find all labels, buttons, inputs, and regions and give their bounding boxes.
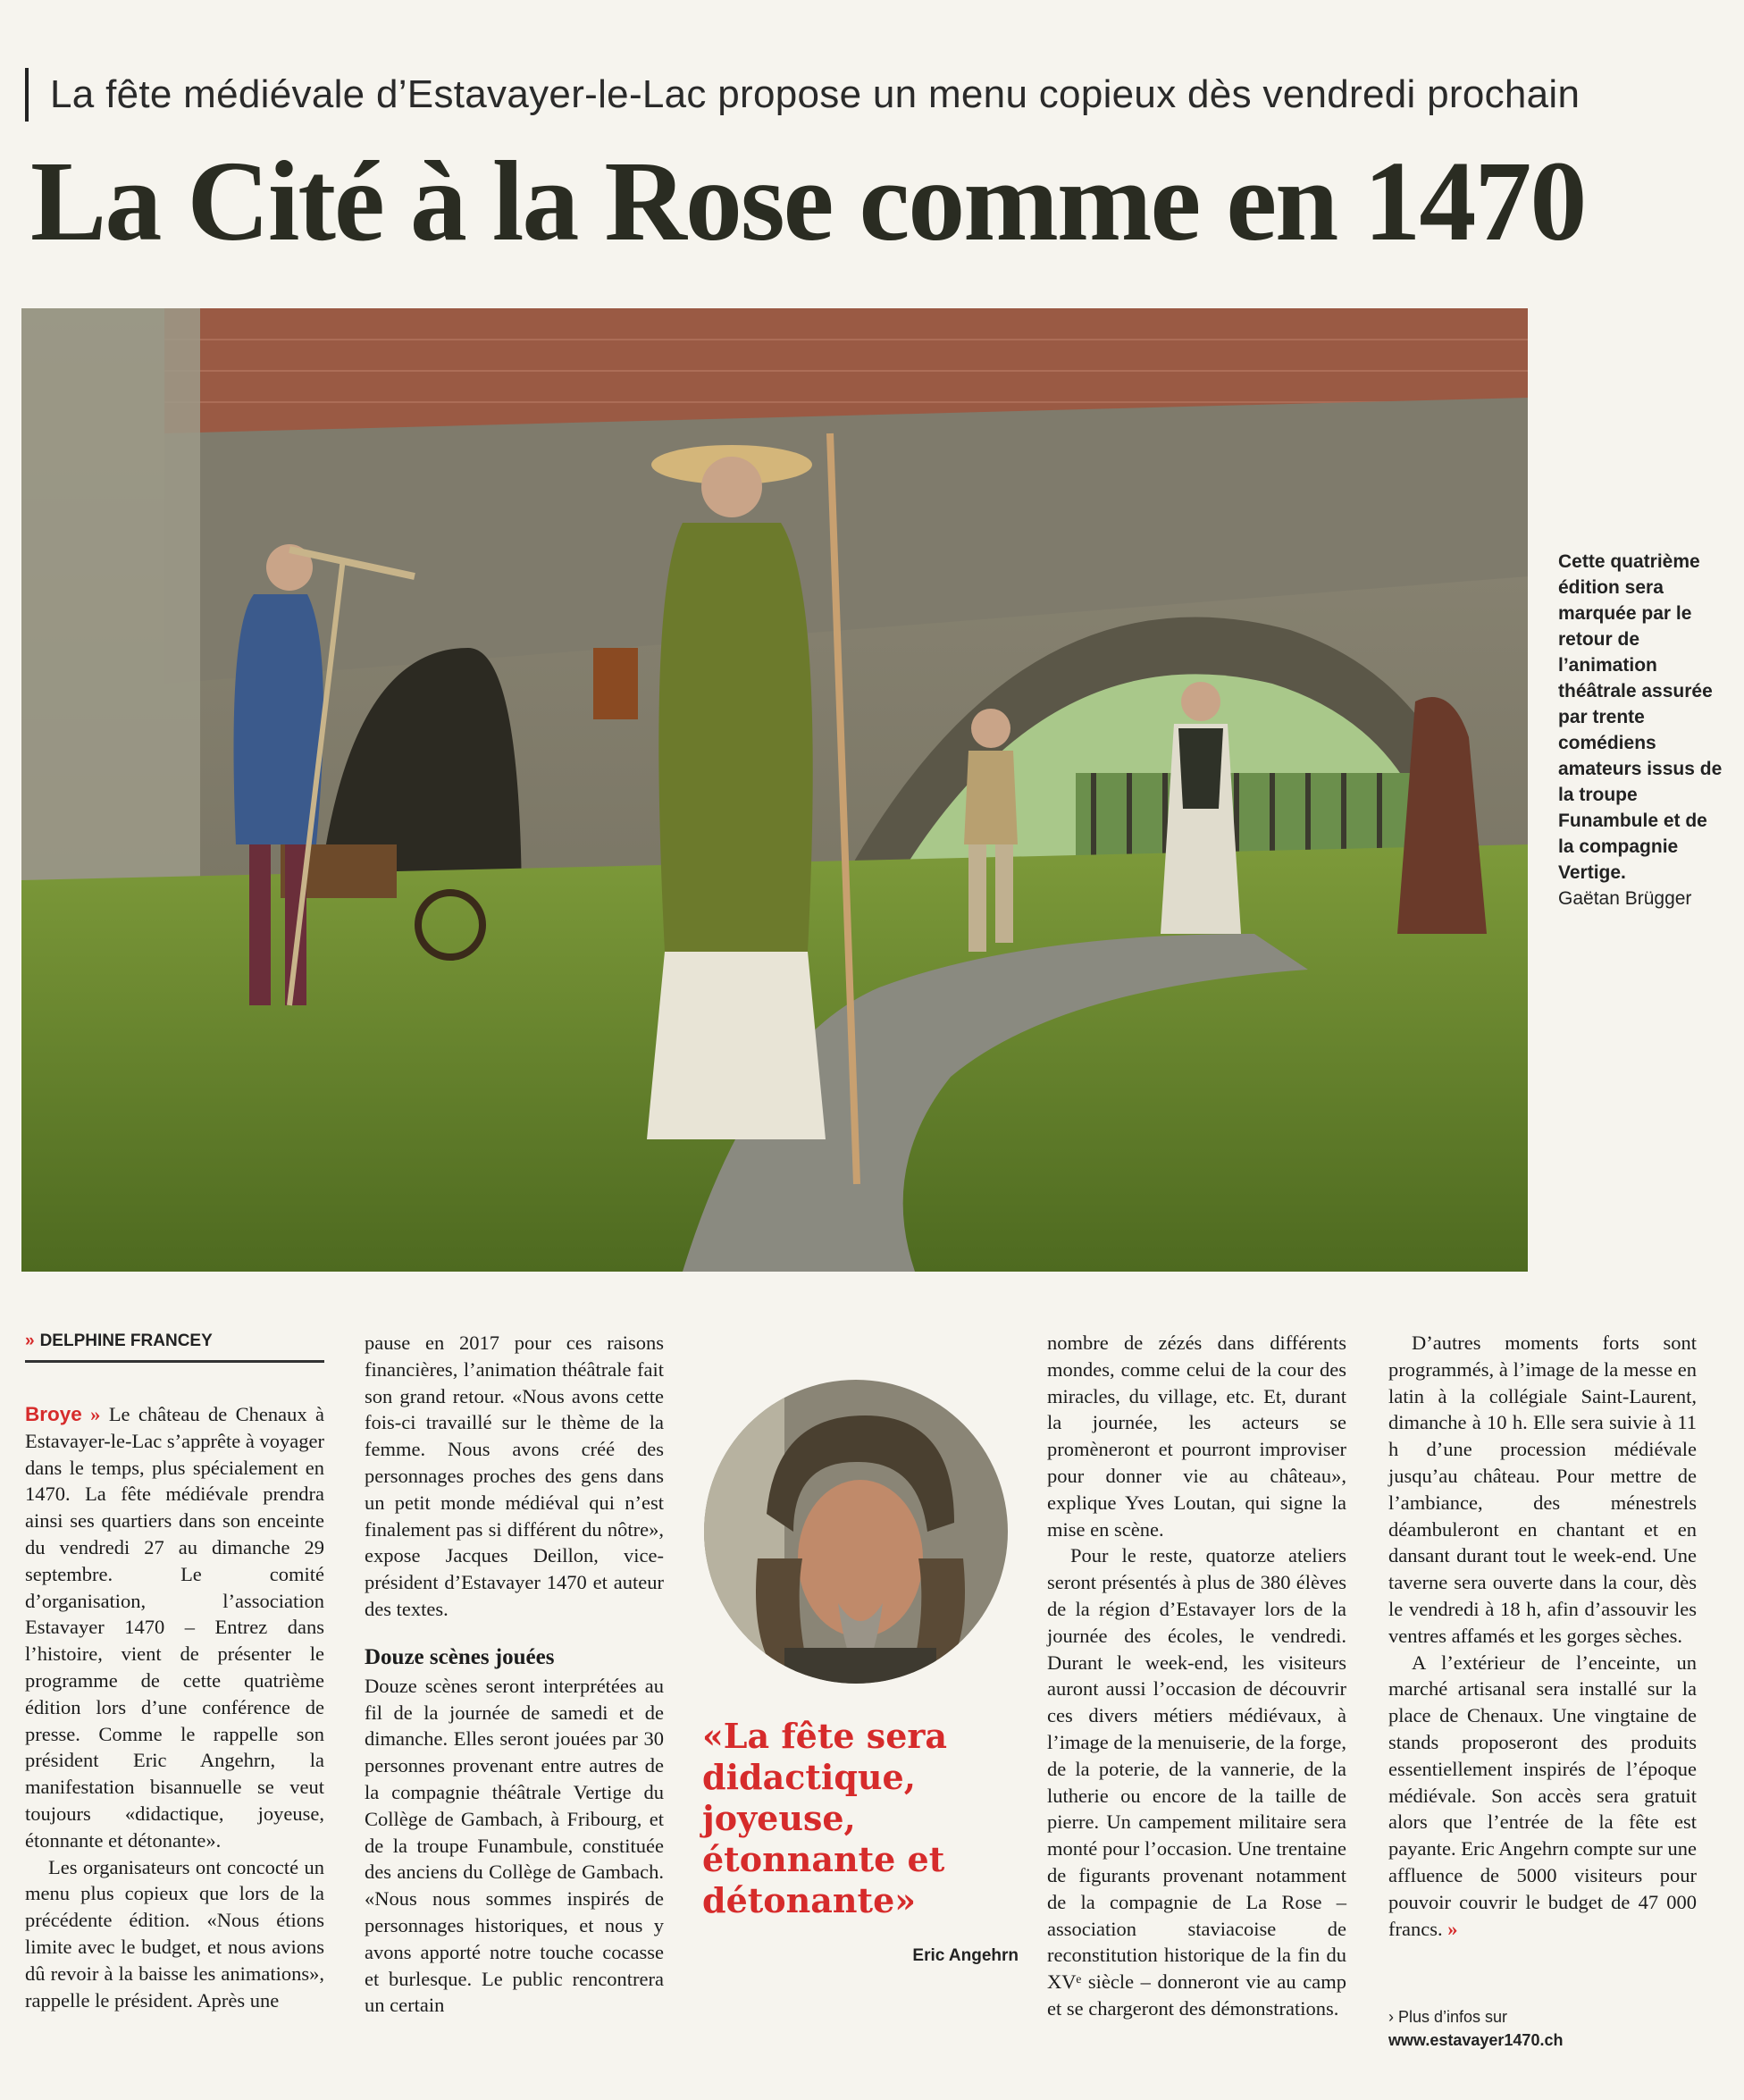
region-label: Broye — [25, 1403, 82, 1425]
pull-quote-author: Eric Angehrn — [912, 1946, 1019, 1965]
article-column-3 — [1047, 1330, 1346, 2022]
portrait-illustration — [704, 1380, 1008, 1684]
pull-quote: «La fête sera didactique, joyeuse, étonnante et détonante» — [702, 1716, 948, 1920]
byline — [25, 1331, 324, 1363]
paragraph: Les organisateurs ont concocté un menu plus copieux que lors de la précédente édition. «Nous étions limite avec le budget, et nous avions dû revoir à la baisse les animations», rappelle le président. Après une — [25, 1855, 324, 2012]
byline-author: DELPHINE FRANCEY — [39, 1331, 213, 1350]
region-arrow: » — [90, 1403, 101, 1425]
more-info-label: › Plus d’infos sur — [1388, 2008, 1508, 2026]
paragraph: Pour le reste, quatorze ateliers seront présentés à plus de 380 élèves de la région d’Estavayer lors de la journée des écoles, le vendredi. Durant le week-end, les visiteurs auront aussi l’occasion de découvrir ces divers métiers médiévaux, à l’image de la menuiserie, de la forge, de la poterie, de la vannerie, de la lutherie ou encore de la taille de pierre. Un campement militaire sera monté pour l’occasion. Une trentaine de figurants provenant notamment de la compagnie de La Rose – association staviacoise de reconstitution historique de la fin du XVᵉ siècle – donneront vie au camp et se chargeront des démonstrations. — [1047, 1544, 1346, 2020]
closing-text: A l’extérieur de l’enceinte, un marché artisanal sera installé sur la place de Chenaux. Une vingtaine de stands proposeront des produits essentiellement inspirés de l’époque médiévale. Son accès sera gratuit alors que l’entrée de la fête est payante. Eric Angehrn compte sur une affluence de 5000 visiteurs pour pouvoir couvrir le budget de 47 000 francs. — [1388, 1651, 1697, 1940]
more-info-link[interactable]: www.estavayer1470.ch — [1388, 2031, 1564, 2049]
article-column-2 — [365, 1330, 664, 2019]
medieval-scene-illustration — [21, 308, 1528, 1272]
article-kicker: La fête médiévale d’Estavayer-le-Lac propose un menu copieux dès vendredi prochain — [25, 68, 1723, 122]
paragraph — [1388, 1650, 1697, 1943]
article-column-4 — [1388, 1330, 1697, 1942]
subheading: Douze scènes jouées — [365, 1644, 555, 1669]
photo-credit: Gaëtan Brügger — [1558, 888, 1692, 909]
more-info — [1388, 2005, 1697, 2052]
lead-text: Le château de Chenaux à Estavayer-le-Lac s’apprête à voyager dans le temps, plus spécialement en 1470. La fête médiévale prendra ainsi ses quartiers dans son enceinte du vendredi 27 au dimanche 29 septembre. Le comité d’organisation, l’association Estavayer 1470 – Entrez dans l’histoire, vient de présenter le programme de cette quatrième édition lors d’une conférence de presse. Comme le rappelle son président Eric Angehrn, la manifestation bisannuelle se veut toujours «didactique, joyeuse, étonnante et détonante». — [25, 1403, 324, 1852]
main-photo — [21, 308, 1528, 1272]
photo-caption — [1558, 549, 1728, 911]
paragraph — [25, 1401, 324, 1854]
paragraph: D’autres moments forts sont programmés, à l’image de la messe en latin à la collégiale Saint-Laurent, dimanche à 10 h. Elle sera suivie à 11 h d’une procession médiévale jusqu’au château. Pour mettre de l’ambiance, des ménestrels déambuleront en chantant et en dansant durant tout le week-end. Une taverne sera ouverte dans la cour, dès le vendredi à 18 h, afin d’assouvir les ventres affamés et les gorges sèches. — [1388, 1331, 1697, 1647]
article-column-1 — [25, 1401, 324, 2013]
portrait-photo — [704, 1380, 1008, 1684]
paragraph: nombre de zézés dans différents mondes, comme celui de la cour des miracles, du village, etc. Et, durant la journée, les acteurs se promèneront et pourront improviser pour donner vie au château», explique Yves Loutan, qui signe la mise en scène. — [1047, 1331, 1346, 1541]
article-headline: La Cité à la Rose comme en 1470 — [30, 138, 1586, 265]
end-marker: » — [1447, 1917, 1458, 1940]
byline-marker: » — [25, 1331, 35, 1350]
caption-text: Cette quatrième édition sera marquée par le retour de l’animation théâtrale assurée par trente comédiens amateurs issus de la troupe Funambule et de la compagnie Vertige. — [1558, 551, 1723, 883]
paragraph: pause en 2017 pour ces raisons financières, l’animation théâtrale fait son grand retour. «Nous avons cette fois-ci travaillé sur le thème de la femme. Nous avons créé des personnages proches des gens dans un petit monde médiéval qui n’est finalement pas si différent du nôtre», expose Jacques Deillon, vice-président d’Estavayer 1470 et auteur des textes. — [365, 1331, 664, 1620]
paragraph: Douze scènes seront interprétées au fil de la journée de samedi et de dimanche. Elles seront jouées par 30 personnes provenant entre autres de la compagnie théâtrale Vertige du Collège de Gambach, à Fribourg, et de la troupe Funambule, constituée des anciens du Collège de Gambach. «Nous nous sommes inspirés de personnages historiques, et nous y avons apporté notre touche cocasse et burlesque. Le public rencontrera un certain — [365, 1674, 664, 2017]
